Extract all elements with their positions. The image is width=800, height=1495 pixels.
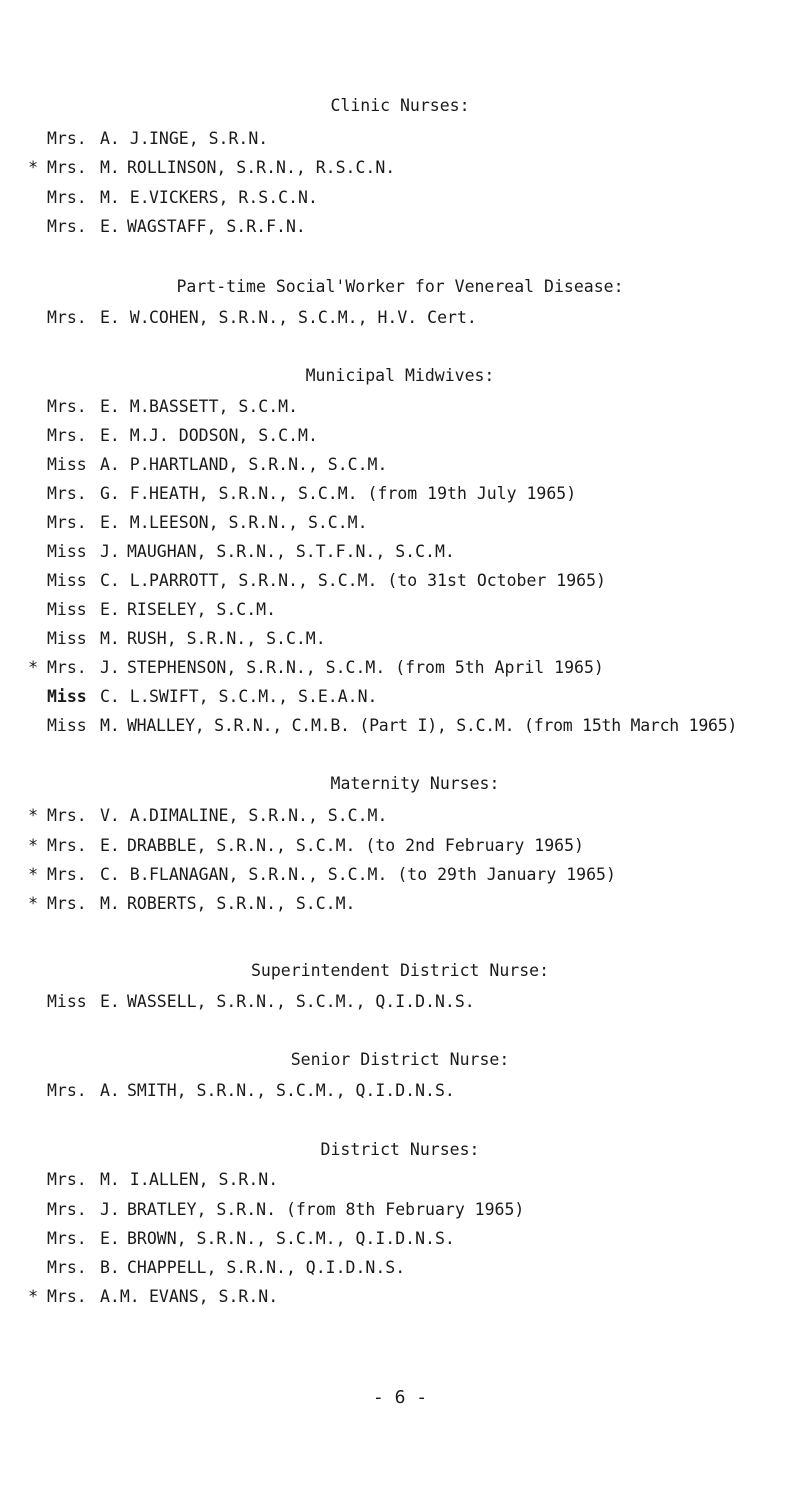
entry-initials: E. — [100, 836, 120, 855]
section-heading-maternity-nurses: Maternity Nurses: — [330, 774, 500, 793]
entry-name: WASSELL, S.R.N., S.C.M., Q.I.D.N.S. — [127, 992, 475, 1011]
entry-title: Mrs. — [47, 1287, 87, 1306]
entry-title: Mrs. — [47, 894, 87, 913]
entry-name: PARROTT, S.R.N., S.C.M. (to 31st October 1965) — [149, 571, 606, 590]
entry-initials: M. I. — [100, 1170, 150, 1189]
asterisk-mark: * — [28, 158, 38, 177]
section-heading-senior-district-nurse: Senior District Nurse: — [290, 1050, 510, 1069]
entry-initials: E. M. — [100, 513, 150, 532]
entry-title: Miss — [47, 629, 87, 648]
entry-name: DIMALINE, S.R.N., S.C.M. — [149, 806, 388, 825]
entry-title: Mrs. — [47, 158, 87, 177]
entry-initials: E. — [100, 600, 120, 619]
entry-title: Miss — [47, 571, 87, 590]
entry-name: RUSH, S.R.N., S.C.M. — [127, 629, 326, 648]
entry-name: SMITH, S.R.N., S.C.M., Q.I.D.N.S. — [127, 1081, 455, 1100]
entry-title: Mrs. — [47, 513, 87, 532]
entry-initials: E. — [100, 992, 120, 1011]
entry-name: BROWN, S.R.N., S.C.M., Q.I.D.N.S. — [127, 1229, 455, 1248]
entry-initials: E. — [100, 217, 120, 236]
entry-title: Miss — [47, 687, 87, 706]
entry-name: HEATH, S.R.N., S.C.M. (from 19th July 1965) — [149, 484, 577, 503]
entry-title: Mrs. — [47, 308, 87, 327]
entry-title: Mrs. — [47, 484, 87, 503]
entry-title: Mrs. — [47, 129, 87, 148]
entry-name: WAGSTAFF, S.R.F.N. — [127, 217, 306, 236]
entry-initials: J. — [100, 1200, 120, 1219]
entry-title: Miss — [47, 716, 87, 735]
entry-initials: C. L. — [100, 571, 150, 590]
entry-title: Mrs. — [47, 1170, 87, 1189]
entry-title: Miss — [47, 600, 87, 619]
entry-name: J. DODSON, S.C.M. — [149, 426, 318, 445]
entry-initials: M. — [100, 158, 120, 177]
entry-name: ALLEN, S.R.N. — [149, 1170, 279, 1189]
entry-title: Mrs. — [47, 865, 87, 884]
asterisk-mark: * — [28, 658, 38, 677]
asterisk-mark: * — [28, 1287, 38, 1306]
entry-initials: A. P. — [100, 455, 150, 474]
entry-title: Mrs. — [47, 1200, 87, 1219]
entry-title: Miss — [47, 455, 87, 474]
asterisk-mark: * — [28, 865, 38, 884]
entry-name: WHALLEY, S.R.N., C.M.B. (Part I), S.C.M. (from 15th March 1965) — [127, 716, 738, 735]
entry-name: STEPHENSON, S.R.N., S.C.M. (from 5th April 1965) — [127, 658, 604, 677]
entry-initials: A. — [100, 1081, 120, 1100]
section-heading-clinic-nurses: Clinic Nurses: — [330, 96, 470, 115]
entry-name: MAUGHAN, S.R.N., S.T.F.N., S.C.M. — [127, 542, 455, 561]
asterisk-mark: * — [28, 894, 38, 913]
entry-initials: M. — [100, 629, 120, 648]
entry-initials: G. F. — [100, 484, 150, 503]
entry-initials: C. L. — [100, 687, 150, 706]
entry-name: BASSETT, S.C.M. — [149, 397, 299, 416]
entry-initials: E. — [100, 1229, 120, 1248]
section-heading-social-worker: Part-time Social'Worker for Venereal Disease: — [176, 277, 624, 296]
entry-title: Mrs. — [47, 1229, 87, 1248]
entry-name: ROLLINSON, S.R.N., R.S.C.N. — [127, 158, 396, 177]
entry-initials: B. — [100, 1258, 120, 1277]
entry-title: Mrs. — [47, 188, 87, 207]
entry-name: EVANS, S.R.N. — [149, 1287, 279, 1306]
entry-name: BRATLEY, S.R.N. (from 8th February 1965) — [127, 1200, 525, 1219]
asterisk-mark: * — [28, 806, 38, 825]
section-heading-superintendent: Superintendent District Nurse: — [250, 961, 549, 980]
entry-title: Mrs. — [47, 1258, 87, 1277]
entry-name: FLANAGAN, S.R.N., S.C.M. (to 29th January 1965) — [149, 865, 616, 884]
entry-initials: A. J. — [100, 129, 150, 148]
page-number: - 6 - — [372, 1387, 428, 1408]
entry-title: Mrs. — [47, 426, 87, 445]
entry-name: VICKERS, R.S.C.N. — [149, 188, 318, 207]
entry-name: ROBERTS, S.R.N., S.C.M. — [127, 894, 356, 913]
section-heading-municipal-midwives: Municipal Midwives: — [305, 366, 495, 385]
entry-initials: V. A. — [100, 806, 150, 825]
entry-title: Miss — [47, 992, 87, 1011]
entry-title: Mrs. — [47, 836, 87, 855]
entry-name: CHAPPELL, S.R.N., Q.I.D.N.S. — [127, 1258, 406, 1277]
entry-initials: E. M. — [100, 426, 150, 445]
entry-title: Miss — [47, 542, 87, 561]
entry-title: Mrs. — [47, 1081, 87, 1100]
asterisk-mark: * — [28, 836, 38, 855]
entry-name: INGE, S.R.N. — [149, 129, 269, 148]
entry-name: SWIFT, S.C.M., S.E.A.N. — [149, 687, 378, 706]
entry-name: DRABBLE, S.R.N., S.C.M. (to 2nd February 1965) — [127, 836, 584, 855]
entry-name: LEESON, S.R.N., S.C.M. — [149, 513, 368, 532]
entry-initials: J. — [100, 542, 120, 561]
entry-initials: M. — [100, 716, 120, 735]
entry-initials: M. — [100, 894, 120, 913]
section-heading-district-nurses: District Nurses: — [320, 1140, 480, 1159]
entry-initials: C. B. — [100, 865, 150, 884]
entry-initials: E. M. — [100, 397, 150, 416]
entry-name: RISELEY, S.C.M. — [127, 600, 277, 619]
entry-title: Mrs. — [47, 806, 87, 825]
entry-initials: A.M. — [100, 1287, 140, 1306]
entry-initials: J. — [100, 658, 120, 677]
entry-title: Mrs. — [47, 658, 87, 677]
entry-initials: E. W. — [100, 308, 150, 327]
entry-name: HARTLAND, S.R.N., S.C.M. — [149, 455, 388, 474]
entry-initials: M. E. — [100, 188, 150, 207]
entry-name: COHEN, S.R.N., S.C.M., H.V. Cert. — [149, 308, 477, 327]
entry-title: Mrs. — [47, 397, 87, 416]
entry-title: Mrs. — [47, 217, 87, 236]
